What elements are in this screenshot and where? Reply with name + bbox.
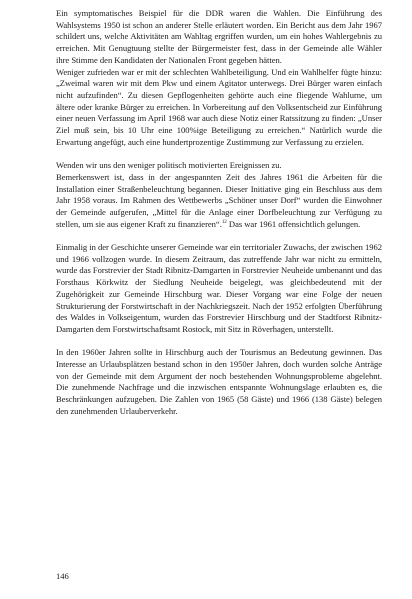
paragraph-2: Weniger zufrieden war er mit der schlechten Wahlbeteiligung. Und ein Wahlhelfer fügte hinzu: „Zweimal waren wir mit dem Pkw und einem Agitator unterwegs. Drei Bürger waren einfach nicht aufzufinden“. Zu diesen Gepflogenheiten gehörte auch eine fliegende Wahlurne, um ältere oder kranke Bürger zu erreichen. In Vorbereitung auf den Volksentscheid zur Einführung einer neuen Verfassung im April 1968 war auch diese Notiz einer Ratssitzung zu finden: „Unser Ziel muß sein, bis 10 Uhr eine 100%ige Beteiligung zu erreichen.“ Natürlich wurde die Erwartung angefügt, auch eine hundertprozentige Zustimmung zur Verfassung zu erzielen. [56,66,382,147]
paragraph-4 [56,172,382,231]
paragraph-4-text: Bemerkenswert ist, dass in der angespannten Zeit des Jahres 1961 die Arbeiten für die Installation einer Straßenbeleuchtung begannen. Dieser Initiative ging ein Beschluss aus dem Jahr 1958 voraus. Im Rahmen des Wettbewerbs „Schöner unser Dorf“ wurden die Einwohner der Gemeinde aufgerufen, „Mittel für die Anlage einer Dorfbeleuchtung zur Verfügung zu stellen, um sie aus eigener Kraft zu finanzieren“. [56,171,382,229]
paragraph-6: In den 1960er Jahren sollte in Hirschburg auch der Tourismus an Bedeutung gewinnen. Das Interesse an Urlaubsplätzen bestand schon in den 1950er Jahren, doch wurden solche Anträge von der Gemeinde mit dem Argument der noch bestehenden Wohnungsprobleme abgelehnt. Die zunehmende Nachfrage und die inzwischen entspannte Wohnungslage erlaubten es, die Beschränkungen aufzugeben. Die Zahlen von 1965 (58 Gäste) und 1966 (138 Gäste) belegen den zunehmenden Urlauberverkehr. [56,347,382,416]
paragraph-3: Wenden wir uns den weniger politisch motivierten Ereignissen zu. [56,160,282,171]
footnote-ref[interactable]: 12 [221,219,227,225]
body-text [56,8,382,418]
paragraph-4-tail: Das war 1961 offensichtlich gelungen. [226,218,361,229]
paragraph-1: Ein symptomatisches Beispiel für die DDR waren die Wahlen. Die Einführung des Wahlsystems 1950 ist schon an anderer Stelle erläutert worden. Ein Bericht aus dem Jahr 1967 schildert uns, welche Aktivitäten am Wahltag ergriffen wurden, um ein hohes Wahlergebnis zu erreichen. Mit Genugtuung stellte der Bürgermeister fest, dass in der Gemeinde alle Wähler ihre Stimme den Kandidaten der Nationalen Front gegeben hätten. [56,8,382,65]
paragraph-5: Einmalig in der Geschichte unserer Gemeinde war ein territorialer Zuwachs, der zwischen 1962 und 1966 vollzogen wurde. In diesem Zeitraum, das zutreffende Jahr war nicht zu ermitteln, wurde das Forstrevier der Stadt Ribnitz-Damgarten in Forstrevier Neuheide umbenannt und das Forsthaus Körkwitz der Siedlung Neuheide beigelegt, was gleichbedeutend mit der Zugehörigkeit zur Gemeinde Hirschburg war. Dieser Vorgang war eine Folge der neuen Strukturierung der Forstwirtschaft in der Nachkriegszeit. Nach der 1952 erfolgten Überführung des Waldes in Volkseigentum, wurden das Forstrevier Hirschburg und der Stadtforst Ribnitz-Damgarten dem Forstwirtschaftsamt Rostock, mit Sitz in Röverhagen, unterstellt. [56,242,382,334]
page-number: 146 [56,571,69,581]
